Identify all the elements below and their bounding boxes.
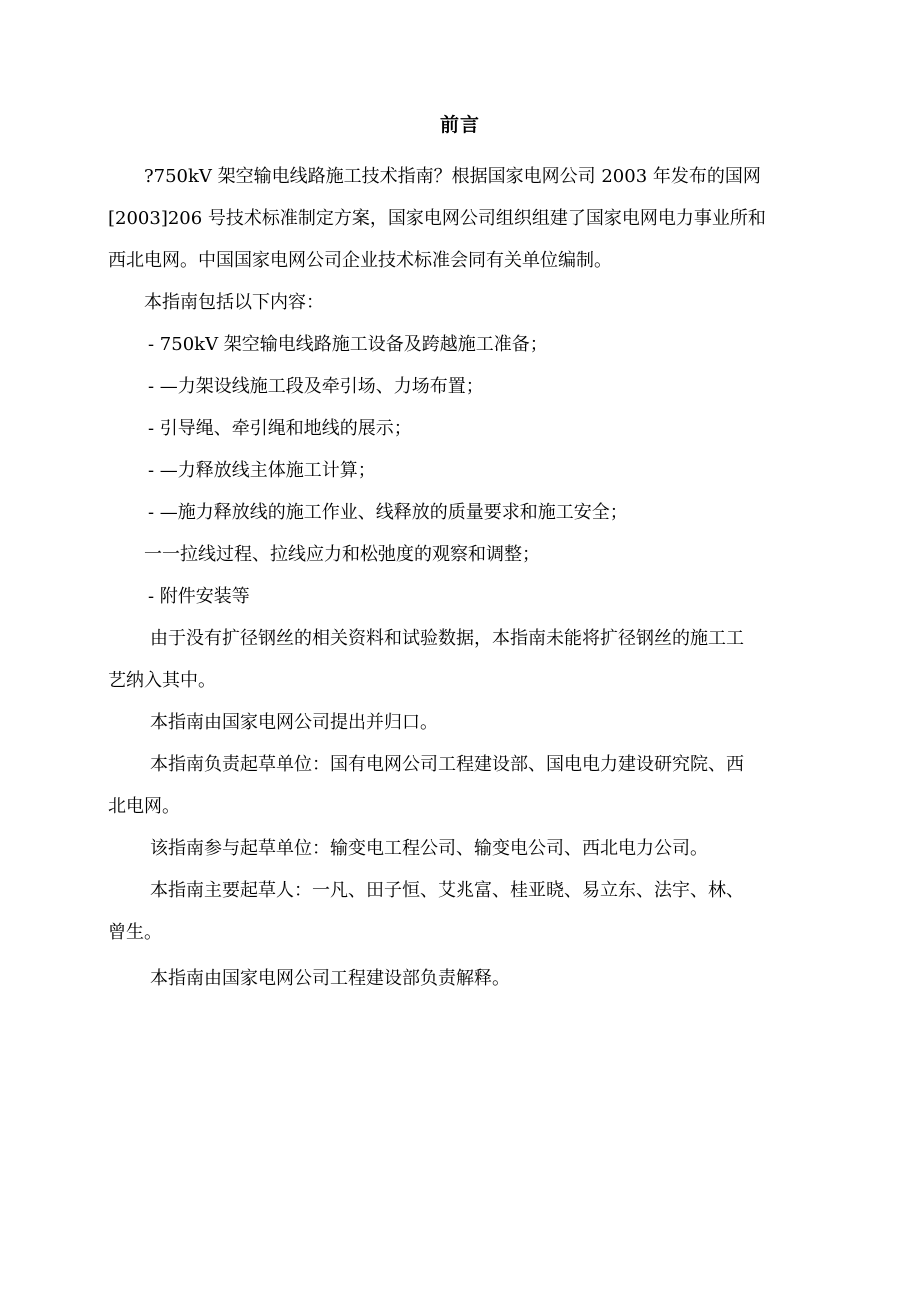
participating-units-paragraph bbox=[150, 828, 866, 870]
contents-heading bbox=[144, 282, 860, 324]
contents-heading-text: 本指南包括以下内容： bbox=[144, 292, 324, 313]
list-item: - 附件安装等 bbox=[148, 586, 250, 607]
participating-units-text: 该指南参与起草单位：输变电工程公司、输变电公司、西北电力公司。 bbox=[150, 838, 708, 859]
drafters-line-2: 曾生。 bbox=[108, 922, 162, 943]
list-item: - 750kV 架空输电线路施工设备及跨越施工准备； bbox=[148, 334, 548, 355]
interpretation-text: 本指南由国家电网公司工程建设部负责解释。 bbox=[150, 968, 510, 989]
note-paragraph bbox=[108, 618, 824, 702]
intro-line-2: [2003]206 号技术标准制定方案，国家电网公司组织组建了国家电网电力事业所和 bbox=[108, 208, 766, 229]
intro-line-3: 西北电网。中国国家电网公司企业技术标准会同有关单位编制。 bbox=[108, 250, 612, 271]
interpretation-paragraph bbox=[150, 958, 866, 1000]
proposed-text: 本指南由国家电网公司提出并归口。 bbox=[150, 712, 438, 733]
list-item: - —力架设线施工段及牵引场、力场布置； bbox=[148, 376, 484, 397]
note-line-2: 艺纳入其中。 bbox=[108, 670, 216, 691]
drafting-unit-line-1: 本指南负责起草单位：国有电网公司工程建设部、国电电力建设研究院、西 bbox=[150, 754, 744, 775]
drafting-unit-paragraph bbox=[108, 744, 824, 828]
drafting-unit-line-2: 北电网。 bbox=[108, 796, 180, 817]
note-line-1: 由于没有扩径钢丝的相关资料和试验数据，本指南未能将扩径钢丝的施工工 bbox=[150, 628, 744, 649]
intro-line-1: ?750kV 架空输电线路施工技术指南？根据国家电网公司 2003 年发布的国网 bbox=[144, 166, 761, 187]
drafters-line-1: 本指南主要起草人：一凡、田子恒、艾兆富、桂亚晓、易立东、法宇、林、 bbox=[150, 880, 744, 901]
page-title: 前言 bbox=[439, 114, 480, 136]
proposed-paragraph bbox=[150, 702, 866, 744]
list-item: - 引导绳、牵引绳和地线的展示； bbox=[148, 418, 412, 439]
drafters-paragraph bbox=[108, 870, 824, 954]
contents-list bbox=[144, 324, 864, 618]
list-item: - —施力释放线的施工作业、线释放的质量要求和施工安全； bbox=[148, 502, 628, 523]
intro-paragraph bbox=[108, 156, 824, 282]
list-item: 一一拉线过程、拉线应力和松弛度的观察和调整； bbox=[144, 544, 540, 565]
list-item: - —力释放线主体施工计算； bbox=[148, 460, 376, 481]
